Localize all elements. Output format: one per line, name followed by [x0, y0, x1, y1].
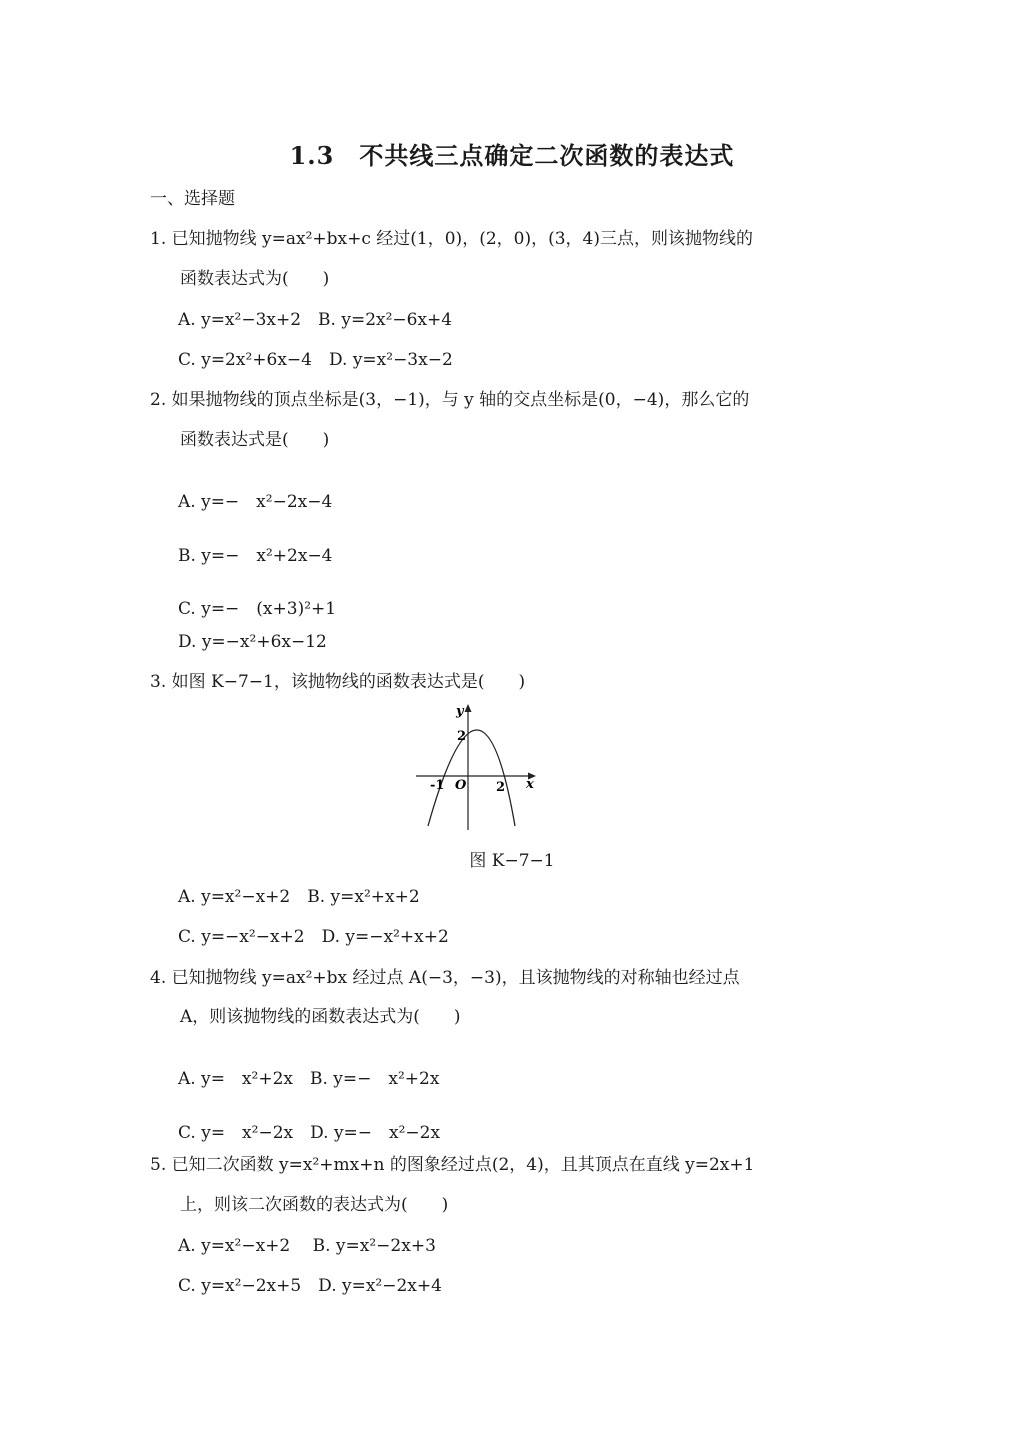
parabola-figure	[412, 700, 542, 835]
question-1-options-ab: A. y=x²−3x+2 B. y=2x²−6x+4	[178, 310, 453, 330]
section-heading: 一、选择题	[150, 189, 235, 209]
question-2-option-c: C. y=− (x+3)²+1	[178, 599, 337, 619]
question-2-option-d: D. y=−x²+6x−12	[178, 632, 327, 652]
question-4-options-cd: C. y= x²−2x D. y=− x²−2x	[178, 1123, 441, 1143]
y-tick-2: 2	[457, 729, 467, 744]
question-3-stem: 3. 如图 K−7−1，该抛物线的函数表达式是( )	[150, 672, 526, 692]
question-1-stem: 1. 已知抛物线 y=ax²+bx+c 经过(1，0)，(2，0)，(3，4)三点，则该抛物线的	[150, 229, 753, 249]
question-4-stem-cont: A，则该抛物线的函数表达式为( )	[180, 1007, 461, 1027]
figure-caption: 图 K−7−1	[469, 851, 555, 871]
x-tick-neg-1: -1	[430, 778, 445, 793]
page-title: 1.3 不共线三点确定二次函数的表达式	[289, 141, 735, 170]
x-tick-2: 2	[496, 780, 506, 795]
y-axis-label: y	[456, 704, 464, 719]
question-2-stem: 2. 如果抛物线的顶点坐标是(3，−1)，与 y 轴的交点坐标是(0，−4)，那么它的	[150, 390, 750, 410]
question-5-options-cd: C. y=x²−2x+5 D. y=x²−2x+4	[178, 1276, 442, 1296]
question-5-stem: 5. 已知二次函数 y=x²+mx+n 的图象经过点(2，4)，且其顶点在直线 y=2x+1	[150, 1155, 755, 1175]
question-4-options-ab: A. y= x²+2x B. y=− x²+2x	[178, 1069, 440, 1089]
x-axis-label: x	[526, 777, 534, 792]
origin-label: O	[455, 778, 467, 793]
question-1-stem-cont: 函数表达式为( )	[180, 269, 330, 289]
question-4-stem: 4. 已知抛物线 y=ax²+bx 经过点 A(−3，−3)，且该抛物线的对称轴也经过点	[150, 968, 740, 988]
question-5-options-ab: A. y=x²−x+2 B. y=x²−2x+3	[178, 1236, 436, 1256]
question-2-stem-cont: 函数表达式是( )	[180, 430, 330, 450]
question-3-options-ab: A. y=x²−x+2 B. y=x²+x+2	[178, 887, 420, 907]
question-2-option-a: A. y=− x²−2x−4	[178, 492, 333, 512]
question-2-option-b: B. y=− x²+2x−4	[178, 546, 333, 566]
question-5-stem-cont: 上，则该二次函数的表达式为( )	[180, 1195, 449, 1215]
question-3-options-cd: C. y=−x²−x+2 D. y=−x²+x+2	[178, 927, 449, 947]
question-1-options-cd: C. y=2x²+6x−4 D. y=x²−3x−2	[178, 350, 453, 370]
y-axis-arrow	[465, 704, 472, 712]
